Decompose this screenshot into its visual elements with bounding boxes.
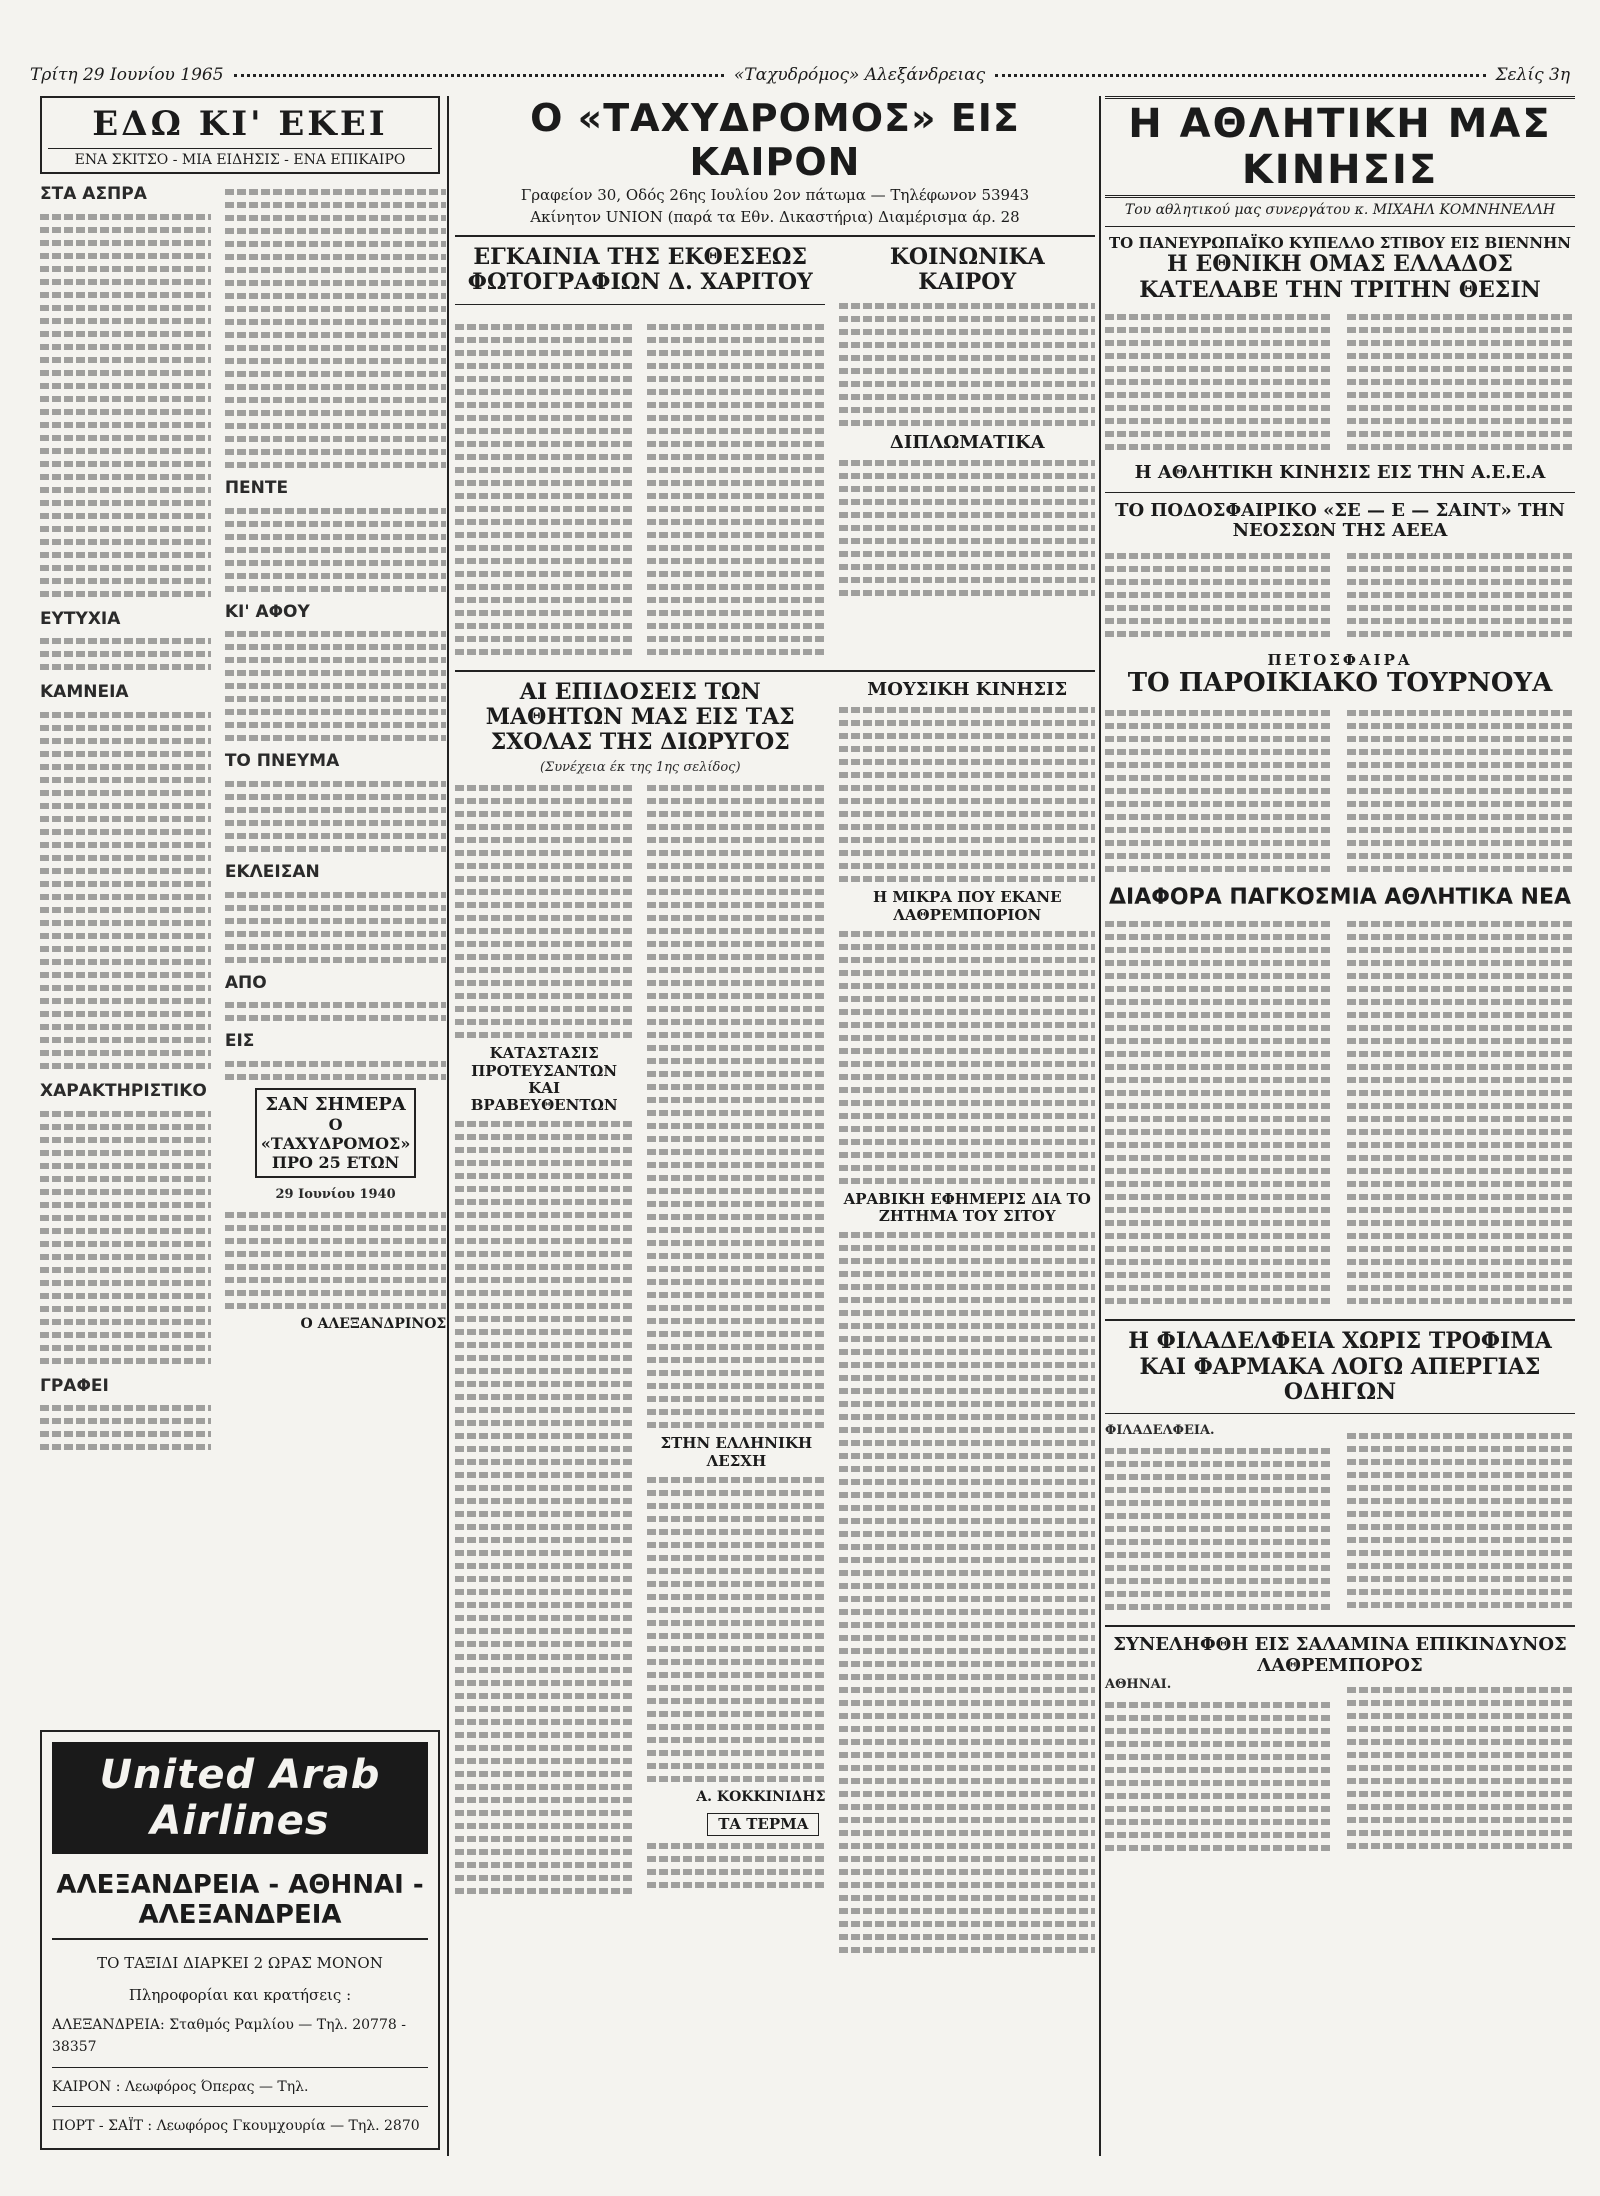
item-9-text [225,892,447,963]
sports-masthead: Η ΑΘΛΗΤΙΚΗ ΜΑΣ ΚΙΝΗΣΙΣ [1105,96,1575,198]
airline-advertisement [40,1730,440,2150]
item-5 [40,1374,211,1399]
col2-top-subcols [455,245,1095,662]
col1-sub-left [40,182,211,1457]
section-box [40,96,440,174]
section-subtitle: ΕΝΑ ΣΚΙΤΣΟ - ΜΙΑ ΕΙΔΗΣΙΣ - ΕΝΑ ΕΠΙΚΑΙΡΟ [48,148,432,168]
volleyball-text-2 [1347,703,1575,879]
item-10-runin: ΑΠΟ [224,972,267,993]
airline-brand: United Arab Airlines [52,1742,428,1854]
photo-article-text-2 [647,317,825,662]
world-sports-text-2 [1347,914,1575,1311]
column-right [1105,96,1575,1858]
salamina-cols [1105,1676,1575,1858]
football-cols [1105,542,1575,644]
lesxi-text [647,1477,825,1782]
philadelphia-rule [1105,1319,1575,1321]
photo-title-rule [455,304,825,305]
section-title: ΕΔΩ ΚΙ' ΕΚΕΙ [92,104,388,144]
item-4 [40,1079,211,1104]
masthead-rule [455,235,1095,237]
col1-sub-right [225,182,447,1457]
middle-rule [455,670,1095,672]
anniversary-box [255,1088,417,1178]
football-title: ΤΟ ΠΟΔΟΣΦΑΙΡΙΚΟ «ΣΕ — Ε — ΣΑΙΝΤ» ΤΗΝ ΝΕΟΣΣΩΝ ΤΗΣ ΑΕΕΑ [1115,499,1565,542]
salamina-rule [1105,1625,1575,1627]
students-text-3 [647,785,825,1428]
item-2-text [40,638,211,670]
header-dots-right [995,74,1485,77]
ad-rule-1 [52,2067,428,2068]
column-middle [455,96,1095,1960]
salamina-text-2 [1347,1680,1575,1858]
anniversary-date: 29 Ιουνίου 1940 [275,1186,396,1202]
aeea-rule [1105,492,1575,493]
terms-text [647,1843,825,1888]
football-text-2 [1347,546,1575,644]
col1-subcolumns [40,182,447,1457]
airline-addresses [52,2014,428,2138]
item-1-text [40,214,211,597]
students-subheading: ΚΑΤΑΣΤΑΣΙΣ ΠΡΟΤΕΥΣΑΝΤΩΝ ΚΑΙ ΒΡΑΒΕΥΘΕΝΤΩΝ [470,1044,618,1115]
arab-paper-text [839,1232,1095,1953]
photo-article-text-1 [455,317,633,662]
arab-paper-title: ΑΡΑΒΙΚΗ ΕΦΗΜΕΡΙΣ ΔΙΑ ΤΟ ΖΗΤΗΜΑ ΤΟΥ ΣΙΤΟΥ [843,1189,1091,1226]
airline-route: ΑΛΕΞΑΝΔΡΕΙΑ - ΑΘΗΝΑΙ - ΑΛΕΞΑΝΔΡΕΙΑ [56,1870,424,1930]
aeea-title: Η ΑΘΛΗΤΙΚΗ ΚΙΝΗΣΙΣ ΕΙΣ ΤΗΝ Α.Ε.Ε.Α [1134,461,1546,483]
ad-divider [52,1938,428,1940]
column-divider-2 [1099,96,1101,2156]
social-column [839,245,1095,662]
volleyball-kicker: ΠΕΤΟΣΦΑΙΡΑ [1267,650,1413,669]
world-sports-cols [1105,910,1575,1311]
salamina-col-1 [1105,1676,1333,1858]
philadelphia-text-2 [1347,1426,1575,1617]
salamina-dateline: ΑΘΗΝΑΙ. [1105,1677,1172,1693]
airline-duration: ΤΟ ΤΑΞΙΔΙ ΔΙΑΡΚΕΙ 2 ΩΡΑΣ ΜΟΝΟΝ [97,1954,383,1972]
header-page-number: Σελίς 3η [1495,65,1571,85]
smuggler-title: Η ΜΙΚΡΑ ΠΟΥ ΕΚΑΝΕ ΛΑΘΡΕΜΠΟΡΙΟΝ [872,888,1062,924]
salamina-text-1 [1105,1702,1333,1851]
item-11 [225,1029,447,1054]
cairo-masthead: Ο «ΤΑΧΥΔΡΟΜΟΣ» ΕΙΣ ΚΑΙΡΟΝ [530,96,1020,184]
philadelphia-title: Η ΦΙΛΑΔΕΛΦΕΙΑ ΧΩΡΙΣ ΤΡΟΦΙΜΑ ΚΑΙ ΦΑΡΜΑΚΑ ΛΟΓΩ ΑΠΕΡΓΙΑΣ ΟΔΗΓΩΝ [1128,1328,1552,1405]
column-divider-1 [447,96,449,2156]
item-4-runin: ΧΑΡΑΚΤΗΡΙΣΤΙΚΟ [40,1080,207,1101]
item-1 [40,182,211,207]
music-title: ΜΟΥΣΙΚΗ ΚΙΝΗΣΙΣ [867,678,1068,700]
item-6-runin: ΠΕΝΤΕ [224,478,289,498]
item-3 [40,680,211,705]
philadelphia-col-1 [1105,1422,1333,1617]
philadelphia-text-1 [1105,1448,1333,1610]
item-2-runin: ΕΥΤΥΧΙΑ [40,608,121,629]
students-col-2 [647,778,825,1901]
item-5-runin: ΓΡΑΦΕΙ [40,1375,109,1396]
col1-signature: Ο ΑΛΕΞΑΝΔΡΙΝΟΣ [300,1315,447,1332]
anniversary-text [225,1212,447,1309]
music-text [839,707,1095,882]
item-3-runin: ΚΑΜΝΕΙΑ [40,682,129,703]
header-dots-left [234,74,724,77]
column-left [40,96,447,1457]
terms-heading: ΤΑ ΤΕΡΜΑ [707,1813,819,1836]
lesxi-heading: ΣΤΗΝ ΕΛΛΗΝΙΚΗ ΛΕΣΧΗ [660,1434,813,1470]
anniversary-subtitle: Ο «ΤΑΧΥΔΡΟΜΟΣ» ΠΡΟ 25 ΕΤΩΝ [260,1114,411,1172]
athletics-text-1 [1105,307,1333,457]
football-text-1 [1105,546,1333,644]
item-2 [40,607,211,632]
students-cols [455,778,825,1901]
volleyball-cols [1105,699,1575,879]
item-7-text [225,631,447,741]
students-text-2 [455,1121,633,1894]
cairo-office-address: Γραφείον 30, Οδός 26ης Ιουλίου 2ον πάτωμα — Τηλέφωνον 53943 [520,186,1030,204]
item-6 [225,476,447,501]
item-6-text [225,508,447,592]
item-8-runin: ΤΟ ΠΝΕΥΜΑ [224,751,340,772]
students-title: ΑΙ ΕΠΙΔΟΣΕΙΣ ΤΩΝ ΜΑΘΗΤΩΝ ΜΑΣ ΕΙΣ ΤΑΣ ΣΧΟΛΑΣ ΤΗΣ ΔΙΩΡΥΓΟΣ [485,678,795,756]
students-continued: (Συνέχεια έκ της 1ης σελίδος) [539,760,741,776]
philadelphia-cols [1105,1422,1575,1617]
volleyball-text-1 [1105,703,1333,879]
airline-alexandria: ΑΛΕΞΑΝΔΡΕΙΑ: Σταθμός Ραμλίου — Τηλ. 20778 - 38357 [52,2017,406,2056]
music-column [839,680,1095,1961]
item-7-runin: ΚΙ' ΑΦΟΥ [224,601,310,622]
sports-rule [1105,226,1575,227]
athletics-kicker: ΤΟ ΠΑΝΕΥΡΩΠΑΪΚΟ ΚΥΠΕΛΛΟ ΣΤΙΒΟΥ ΕΙΣ ΒΙΕΝΝΗΝ [1109,234,1571,252]
athletics-title: Η ΕΘΝΙΚΗ ΟΜΑΣ ΕΛΛΑΔΟΣ ΚΑΤΕΛΑΒΕ ΤΗΝ ΤΡΙΤΗΝ ΘΕΣΙΝ [1139,251,1541,303]
ad-rule-2 [52,2106,428,2107]
social-text [839,303,1095,426]
photo-exhibition-title: ΕΓΚΑΙΝΙΑ ΤΗΣ ΕΚΘΕΣΕΩΣ ΦΩΤΟΓΡΑΦΙΩΝ Δ. ΧΑΡΙΤΟΥ [467,244,813,296]
item-10-text [225,1002,447,1021]
page-header [30,62,1570,88]
item-11-runin: ΕΙΣ [224,1031,255,1052]
world-sports-title: ΔΙΑΦΟΡΑ ΠΑΓΚΟΣΜΙΑ ΑΘΛΗΤΙΚΑ ΝΕΑ [1108,885,1571,911]
philadelphia-dateline: ΦΙΛΑΔΕΛΦΕΙΑ. [1105,1423,1215,1439]
salamina-title: ΣΥΝΕΛΗΦΘΗ ΕΙΣ ΣΑΛΑΜΙΝΑ ΕΠΙΚΙΝΔΥΝΟΣ ΛΑΘΡΕΜΠΟΡΟΣ [1113,1634,1567,1676]
col2-signature: Α. ΚΟΚΚΙΝΙΔΗΣ [696,1788,826,1805]
header-paper-name: «Ταχυδρόμος» Αλεξάνδρειας [733,65,986,85]
smuggler-text [839,931,1095,1184]
world-sports-text-1 [1105,914,1333,1311]
airline-info: Πληροφορίαι και κρατήσεις : [128,1986,352,2004]
philadelphia-title-rule [1105,1413,1575,1414]
athletics-cols [1105,303,1575,457]
photo-article-cols [455,313,825,662]
item-1-runin: ΣΤΑ ΑΣΠΡΑ [40,184,147,204]
social-title: ΚΟΙΝΩΝΙΚΑ ΚΑΙΡΟΥ [889,244,1045,296]
anniversary-title: ΣΑΝ ΣΗΜΕΡΑ [265,1093,406,1115]
cairo-office-building: Ακίνητον UNION (παρά τα Εθν. Δικαστήρια) Διαμέρισμα άρ. 28 [530,207,1020,226]
item-7 [225,600,447,625]
diplomatic-title: ΔΙΠΛΩΜΑΤΙΚΑ [889,431,1045,453]
students-text-1 [455,785,633,1038]
item-8-text [225,781,447,852]
volleyball-title: ΤΟ ΠΑΡΟΙΚΙΑΚΟ ΤΟΥΡΝΟΥΑ [1127,668,1553,699]
diplomatic-text [839,460,1095,596]
athletics-text-2 [1347,307,1575,457]
col2-bottom-subcols [455,680,1095,1961]
item-8 [225,749,447,774]
sports-byline: Του αθλητικού μας συνεργάτου κ. ΜΙΧΑΗΛ ΚΟΜΝΗΝΕΛΛΗ [1124,202,1556,218]
item-10 [225,971,447,996]
students-col-1 [455,778,633,1901]
item-11-text [225,1061,447,1080]
item-3-text [40,712,211,1069]
item-9 [225,860,447,885]
photo-exhibition-article [455,245,825,662]
item-1-text-cont [225,189,447,468]
header-date: Τρίτη 29 Ιουνίου 1965 [30,65,224,85]
item-5-text [40,1405,211,1450]
students-article [455,680,825,1961]
airline-port-said: ΠΟΡΤ - ΣΑΪΤ : Λεωφόρος Γκουμχουρία — Τηλ. 2870 [52,2118,420,2135]
airline-cairo: ΚΑΙΡΟΝ : Λεωφόρος Όπερας — Τηλ. [52,2078,309,2095]
item-4-text [40,1111,211,1364]
item-9-runin: ΕΚΛΕΙΣΑΝ [224,861,320,882]
